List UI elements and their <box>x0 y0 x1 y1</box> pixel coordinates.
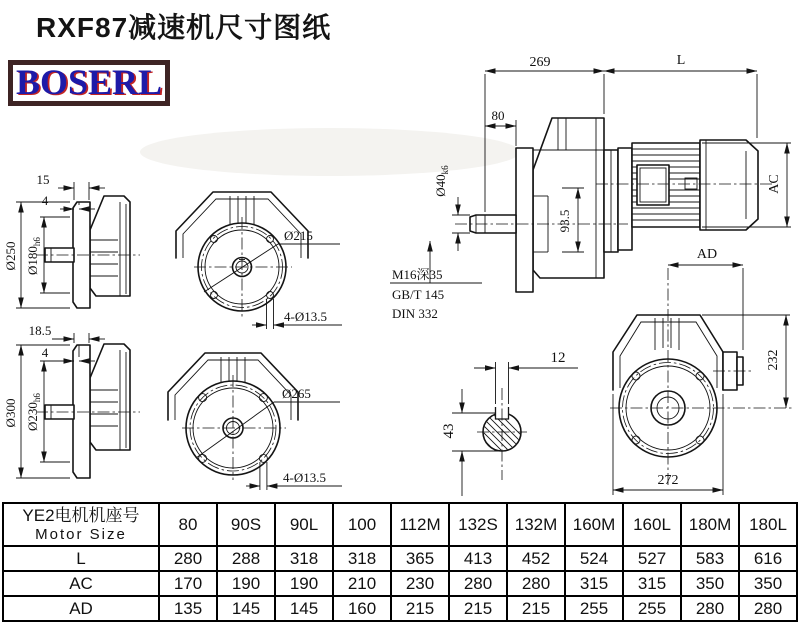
view-assembly-side <box>390 53 791 321</box>
view-shaft-key-section <box>441 350 578 496</box>
dim-ad-label: AD <box>696 247 718 262</box>
std-gb-label: GB/T 145 <box>392 287 445 302</box>
holes-215-label: 4-Ø13.5 <box>284 309 327 324</box>
dim-18-5-label: 18.5 <box>28 323 52 338</box>
cell-L-3: 318 <box>333 546 391 571</box>
cell-AC-10: 350 <box>739 571 797 596</box>
cell-L-0: 280 <box>159 546 217 571</box>
cell-L-7: 524 <box>565 546 623 571</box>
cell-L-2: 318 <box>275 546 333 571</box>
dim-15-label: 15 <box>36 172 50 187</box>
dia-40k6-label: $Ø40_{k6}$ <box>433 165 450 197</box>
cell-AD-7: 255 <box>565 596 623 621</box>
cell-AD-4: 215 <box>391 596 449 621</box>
cell-AC-2: 190 <box>275 571 333 596</box>
motor-fan-cowl <box>700 140 758 230</box>
cell-AD-6: 215 <box>507 596 565 621</box>
dim-269-label: 269 <box>529 55 551 70</box>
cell-AC-9: 350 <box>681 571 739 596</box>
col-motor-180m: 180M <box>681 503 739 546</box>
table-header-cn: YE2电机机座号 <box>22 505 140 525</box>
col-motor-90s: 90S <box>217 503 275 546</box>
cell-AC-3: 210 <box>333 571 391 596</box>
table-header-en: Motor Size <box>35 525 127 543</box>
holes-265-label: 4-Ø13.5 <box>283 470 326 485</box>
col-motor-160m: 160M <box>565 503 623 546</box>
motor-size-table <box>2 502 798 622</box>
dia-300-label: Ø300 <box>3 398 18 428</box>
view-flange-front-215 <box>176 192 342 329</box>
col-motor-160l: 160L <box>623 503 681 546</box>
cell-AC-1: 190 <box>217 571 275 596</box>
row-label-AC: AC <box>3 571 159 596</box>
cell-L-4: 365 <box>391 546 449 571</box>
cell-AD-0: 135 <box>159 596 217 621</box>
view-output-flange-side-300 <box>3 323 140 478</box>
dim-4-label: 4 <box>41 193 49 208</box>
cell-AD-9: 280 <box>681 596 739 621</box>
cell-AD-10: 280 <box>739 596 797 621</box>
cell-AD-3: 160 <box>333 596 391 621</box>
dia-250-label: Ø250 <box>3 241 18 271</box>
table-row-L <box>3 546 797 571</box>
dia-230h6-label: $Ø230_{h6}$ <box>25 393 42 431</box>
cell-AD-2: 145 <box>275 596 333 621</box>
cell-AC-6: 280 <box>507 571 565 596</box>
col-motor-132s: 132S <box>449 503 507 546</box>
cell-AC-7: 315 <box>565 571 623 596</box>
cell-L-1: 288 <box>217 546 275 571</box>
table-header-cell <box>3 503 159 546</box>
view-output-flange-side-250 <box>3 172 140 308</box>
cell-L-8: 527 <box>623 546 681 571</box>
dia-180h6-label: $Ø180_{h6}$ <box>25 237 42 275</box>
dim-4b-label: 4 <box>41 345 49 360</box>
row-label-AD: AD <box>3 596 159 621</box>
dim-ac-label: AC <box>767 174 782 194</box>
dim-80-label: 80 <box>491 108 505 123</box>
dia-215-label: Ø215 <box>284 228 313 243</box>
key-width-label: 12 <box>550 350 566 366</box>
cell-L-5: 413 <box>449 546 507 571</box>
cell-AD-8: 255 <box>623 596 681 621</box>
view-flange-front-265 <box>168 353 342 490</box>
motor-nameplate <box>637 165 669 205</box>
shaft-key-height-label: 43 <box>441 423 457 439</box>
cell-AD-5: 215 <box>449 596 507 621</box>
dim-272-label: 272 <box>657 473 679 488</box>
col-motor-100: 100 <box>333 503 391 546</box>
col-motor-180l: 180L <box>739 503 797 546</box>
dim-93-5-label: 93.5 <box>557 209 572 233</box>
row-label-L: L <box>3 546 159 571</box>
view-gearbox-front <box>610 247 792 495</box>
scan-smudge <box>140 128 520 176</box>
brand-logo: BOSERL <box>15 62 163 102</box>
table-header-row <box>3 503 797 546</box>
cell-AC-8: 315 <box>623 571 681 596</box>
col-motor-112m: 112M <box>391 503 449 546</box>
cell-L-6: 452 <box>507 546 565 571</box>
cell-L-9: 583 <box>681 546 739 571</box>
page-title: RXF87减速机尺寸图纸 <box>36 12 332 43</box>
cell-AC-0: 170 <box>159 571 217 596</box>
cell-AC-4: 230 <box>391 571 449 596</box>
cell-AC-5: 280 <box>449 571 507 596</box>
dim-232-label: 232 <box>766 349 781 371</box>
dia-265-label: Ø265 <box>282 386 311 401</box>
dim-l-label: L <box>676 53 686 68</box>
cell-AD-1: 145 <box>217 596 275 621</box>
col-motor-132m: 132M <box>507 503 565 546</box>
cell-L-10: 616 <box>739 546 797 571</box>
tap-note-label: M16深35 <box>392 267 443 282</box>
table-row-AD <box>3 596 797 621</box>
std-din-label: DIN 332 <box>392 306 438 321</box>
col-motor-80: 80 <box>159 503 217 546</box>
col-motor-90l: 90L <box>275 503 333 546</box>
table-row-AC <box>3 571 797 596</box>
